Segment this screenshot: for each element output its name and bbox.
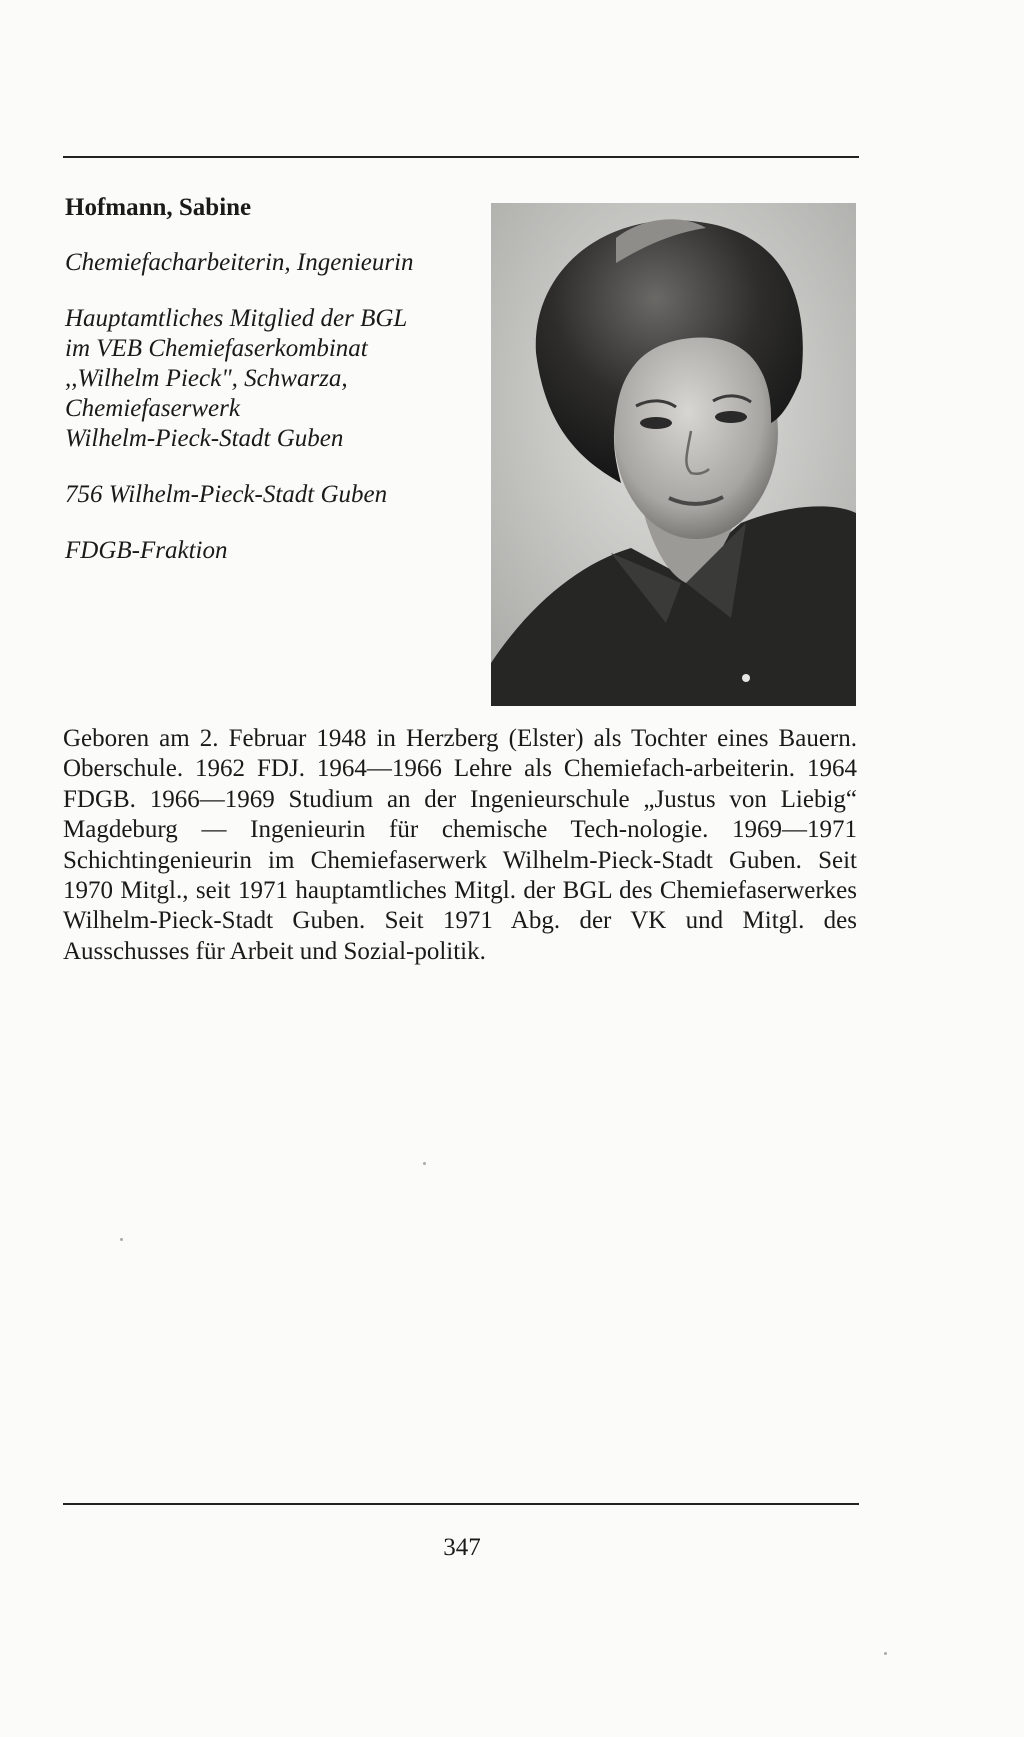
entry-header (65, 194, 465, 592)
print-speck (423, 1162, 426, 1165)
top-rule (63, 156, 859, 158)
affiliation-line: Hauptamtliches Mitglied der BGL (65, 305, 408, 332)
bottom-rule (63, 1503, 859, 1505)
occupation: Chemiefacharbeiterin, Ingenieurin (65, 249, 414, 276)
person-name: Hofmann, Sabine (65, 194, 252, 221)
affiliation-line: Chemiefaserwerk (65, 395, 240, 422)
biography-text: Geboren am 2. Februar 1948 in Herzberg (Elster) als Tochter eines Bauern. Oberschule. 1962 FDJ. 1964—1966 Lehre als Chemiefach-arbeiterin. 1964 FDGB. 1966—1969 Studium an der Ingenieurschule „Justus von Liebig“ Magdeburg — Ingenieurin für chemische Tech-nologie. 1969—1971 Schichtingenieurin im Chemiefaserwerk Wilhelm-Pieck-Stadt Guben. Seit 1970 Mitgl., seit 1971 hauptamtliches Mitgl. der BGL des Chemiefaserwerkes Wilhelm-Pieck-Stadt Guben. Seit 1971 Abg. der VK und Mitgl. des Ausschusses für Arbeit und Sozial-politik. (63, 725, 857, 965)
affiliation-line: ,,Wilhelm Pieck", Schwarza, (65, 365, 348, 392)
portrait-illustration (491, 203, 856, 706)
print-speck (884, 1652, 887, 1655)
faction: FDGB-Fraktion (65, 537, 228, 564)
portrait-photo (491, 203, 856, 706)
affiliation (65, 304, 465, 454)
print-speck (120, 1238, 123, 1241)
address: 756 Wilhelm-Pieck-Stadt Guben (65, 481, 388, 508)
affiliation-line: Wilhelm-Pieck-Stadt Guben (65, 425, 344, 452)
page-number: 347 (443, 1534, 481, 1561)
affiliation-line: im VEB Chemiefaserkombinat (65, 335, 368, 362)
